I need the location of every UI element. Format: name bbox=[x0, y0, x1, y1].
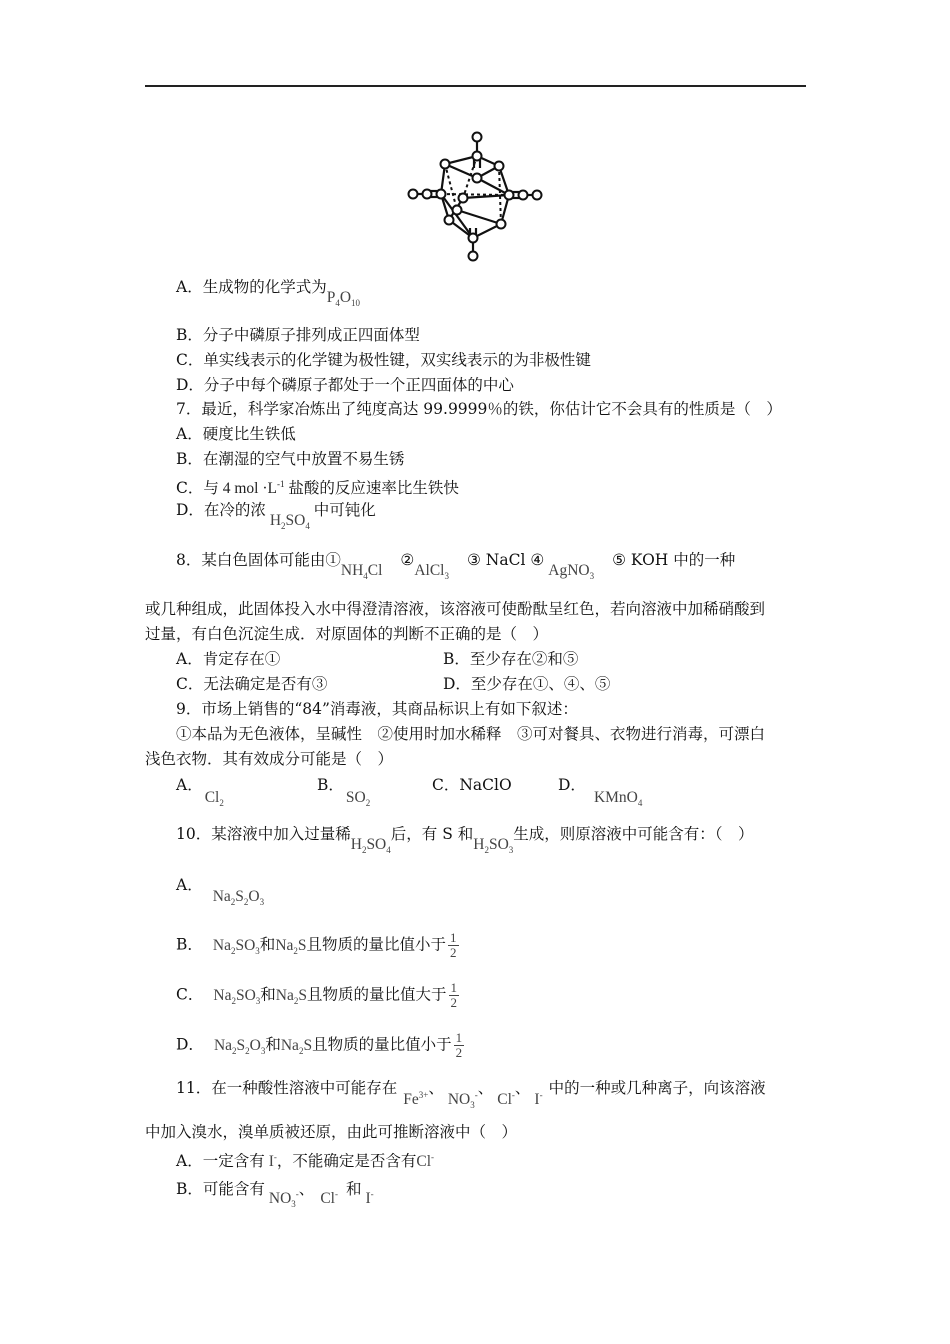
q9-option-d: D．KMnO$_4$ bbox=[558, 776, 643, 809]
q9-stem-line3: 浅色衣物．其有效成分可能是（ ） bbox=[145, 750, 394, 768]
q6-option-b: B．分子中磷原子排列成正四面体型 bbox=[176, 326, 420, 344]
formula-kmno4: KMnO$_4$ bbox=[593, 789, 643, 809]
formula-nh4cl: $NH_4Cl$ bbox=[340, 562, 383, 582]
ion-cl-minus: Cl- bbox=[320, 1189, 338, 1208]
q10-stem: 10．某溶液中加入过量稀$H_2SO_4$后，有 S 和$H_2SO_3$生成，则原溶液中可能含有：（ ） bbox=[176, 825, 754, 856]
q7-option-a: A．硬度比生铁低 bbox=[176, 425, 296, 443]
concentration-4mol: 4 mol $\cdot L^{-1}$ bbox=[218, 479, 285, 498]
q7-stem: 7．最近，科学家冶炼出了纯度高达 99.9999％的铁，你估计它不会具有的性质是（ ） bbox=[176, 400, 782, 418]
q7-option-b: B．在潮湿的空气中放置不易生锈 bbox=[176, 450, 405, 468]
q9-stem-line1: 9．市场上销售的“84”消毒液，其商品标识上有如下叙述： bbox=[176, 700, 578, 718]
ion-i-minus: I- bbox=[268, 1152, 277, 1171]
q10-option-c: C． $Na_2SO_3$和$Na_2S$且物质的量比值大于 $\frac{1}{2}$ bbox=[176, 980, 458, 1010]
formula-na2s: $Na_2S$ bbox=[280, 1036, 313, 1056]
formula-agno3: AgNO$_3$ bbox=[548, 562, 595, 582]
ion-no3-minus: $NO_3^-$ bbox=[447, 1090, 478, 1111]
q6-option-d: D．分子中每个磷原子都处于一个正四面体的中心 bbox=[176, 376, 514, 394]
q9-option-a: A．$Cl_2$ bbox=[176, 776, 224, 809]
ion-i-minus: I- bbox=[534, 1090, 543, 1109]
q8-option-b: B．至少存在②和⑤ bbox=[443, 650, 579, 668]
q11-stem-line2: 中加入溴水，溴单质被还原，由此可推断溶液中（ ） bbox=[145, 1123, 518, 1141]
q11-stem-line1: 11．在一种酸性溶液中可能存在$Fe^{3+}$、$NO_3^-$、Cl-、I- 中的一种或几种离子，向该溶液 bbox=[176, 1079, 766, 1111]
formula-na2s: $Na_2S$ bbox=[275, 986, 307, 1006]
q10-option-d: D． $Na_2S_2O_3$和$Na_2S$且物质的量比值小于 $\frac{1}{2}$ bbox=[176, 1030, 463, 1060]
ion-i-minus: I- bbox=[365, 1189, 374, 1208]
header-rule bbox=[145, 85, 806, 87]
formula-alcl3: AlCl$_3$ bbox=[414, 562, 449, 582]
q8-stem-line3: 过量，有白色沉淀生成．对原固体的判断不正确的是（ ） bbox=[145, 625, 549, 643]
formula-h2so4: $H_2SO_4$ bbox=[350, 836, 391, 856]
ion-cl-minus: Cl- bbox=[497, 1090, 515, 1109]
q7-option-c: C．与 4 mol $\cdot L^{-1}$ 盐酸的反应速率比生铁快 bbox=[176, 479, 459, 498]
ion-no3-minus: $NO_3^-$ bbox=[268, 1189, 299, 1210]
q8-option-c: C．无法确定是否有③ bbox=[176, 675, 328, 693]
ion-cl-minus: Cl- bbox=[416, 1152, 435, 1171]
formula-cl2: $Cl_2$ bbox=[204, 789, 224, 809]
q11-option-a: A．一定含有 I-，不能确定是否含有Cl- bbox=[176, 1152, 435, 1171]
formula-na2s2o3: $Na_2S_2O_3$ bbox=[212, 888, 265, 908]
formula-na2s: $Na_2S$ bbox=[275, 936, 307, 956]
ion-fe3plus: $Fe^{3+}$ bbox=[403, 1090, 429, 1109]
q10-option-a: A．$Na_2S_2O_3$ bbox=[176, 876, 265, 908]
formula-h2so4: $H_2SO_4$ bbox=[265, 512, 310, 532]
p4o10-structure-figure bbox=[405, 128, 545, 263]
fraction-one-half: $\frac{1}{2}$ bbox=[450, 930, 457, 960]
q9-option-c: C．NaClO bbox=[432, 776, 512, 794]
q7-option-d: D．在冷的浓 $H_2SO_4$ 中可钝化 bbox=[176, 501, 376, 532]
q9-stem-line2: ①本品为无色液体，呈碱性 ②使用时加水稀释 ③可对餐具、衣物进行消毒，可漂白 bbox=[176, 725, 766, 743]
q9-option-b: B．$SO_2$ bbox=[317, 776, 371, 809]
formula-na2s2o3: $Na_2S_2O_3$ bbox=[213, 1036, 266, 1056]
q8-option-a: A．肯定存在① bbox=[176, 650, 281, 668]
q6-option-c: C．单实线表示的化学键为极性键，双实线表示的为非极性键 bbox=[176, 351, 591, 369]
q8-stem-line1: 8．某白色固体可能由$①NH_4Cl②AlCl_3③$ NaCl ④AgNO$_3$⑤ KOH 中的一种 bbox=[176, 551, 736, 582]
formula-h2so3: $H_2SO_3$ bbox=[473, 836, 514, 856]
fraction-one-half: $\frac{1}{2}$ bbox=[455, 1030, 463, 1060]
formula-na2so3: $Na_2SO_3$ bbox=[212, 936, 260, 956]
q8-stem-line2: 或几种组成，此固体投入水中得澄清溶液，该溶液可使酚酞呈红色，若向溶液中加稀硝酸到 bbox=[145, 600, 766, 618]
formula-na2so3: $Na_2SO_3$ bbox=[213, 986, 261, 1006]
formula-so2: $SO_2$ bbox=[345, 789, 371, 809]
fraction-one-half: $\frac{1}{2}$ bbox=[450, 980, 458, 1010]
q10-option-b: B． $Na_2SO_3$和$Na_2S$且物质的量比值小于 $\frac{1}{2}$ bbox=[176, 930, 457, 960]
q8-option-d: D．至少存在①、④、⑤ bbox=[443, 675, 611, 693]
q6-option-a: A．生成物的化学式为$P_4O_{10}$ bbox=[176, 278, 361, 309]
q11-option-b: B．可能含有$NO_3^-$、Cl- 和I- bbox=[176, 1180, 374, 1210]
formula-p4o10: $P_4O_{10}$ bbox=[326, 289, 361, 309]
